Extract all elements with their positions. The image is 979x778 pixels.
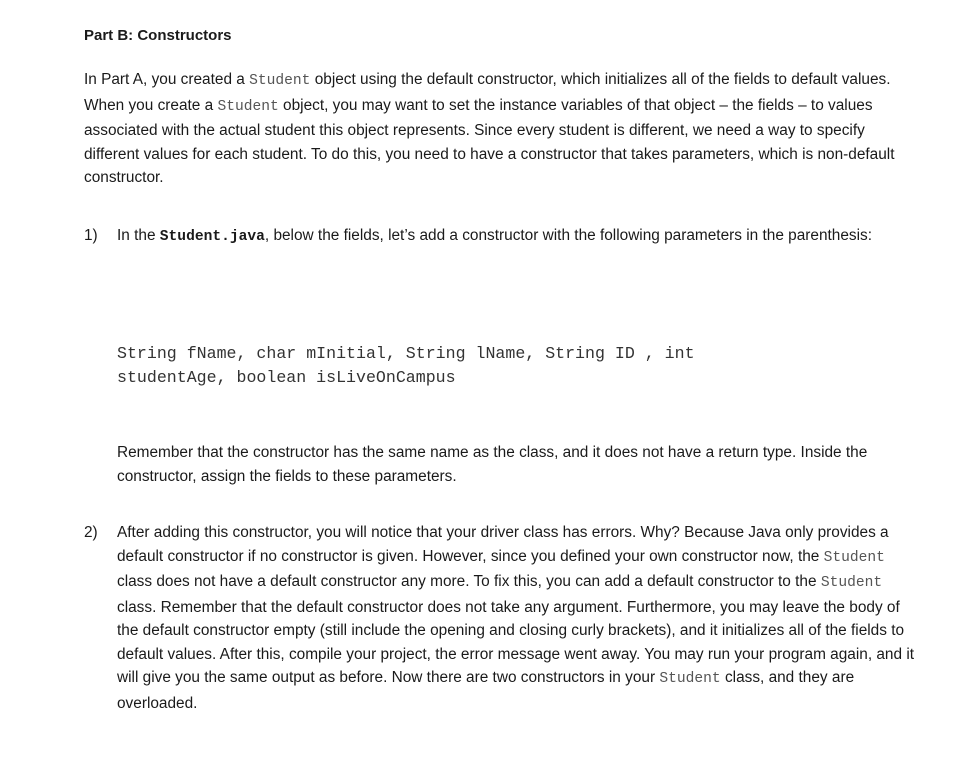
intro-code-student-1: Student	[249, 73, 311, 89]
item-2-paragraph	[117, 521, 917, 715]
item-2-text-1: After adding this constructor, you will notice that your driver class has errors. Why? Because Java only provides a default constructor if no constructor is given. However, since you defined your own constructor now, the	[117, 524, 889, 565]
intro-text-3: object, you may want to set the instance variables of that object – the fields – to values associated with the actual student this object represents. Since every student is different, we need a way to specify different values for each student. To do this, you need to have a constructor that takes parameters, which is non-default constructor.	[84, 96, 895, 186]
item-1-note: Remember that the constructor has the same name as the class, and it does not have a return type. Inside the constructor, assign the fields to these parameters.	[117, 444, 868, 485]
section-heading: Part B: Constructors	[84, 27, 232, 44]
intro-text-1: In Part A, you created a	[84, 71, 250, 88]
intro-text-2: object using the default constructor, which initializes all of the fields to default values. When you create a	[84, 71, 891, 114]
item-2-code-student-3: Student	[659, 671, 721, 687]
item-2-text-3: class. Remember that the default constructor does not take any argument. Furthermore, you may leave the body of the default constructor empty (still include the opening and closing curly brackets), and it initializes all of the fields to default values. After this, compile your project, the error message went away. You may run your program again, and it will give you the same output as before. Now there are two constructors in your	[117, 598, 915, 686]
constructor-parameters-code	[117, 342, 907, 390]
item-2-number: 2)	[84, 524, 98, 541]
item-1-code-filename: Student.java	[159, 229, 265, 245]
item-2-code-student-1: Student	[823, 549, 885, 566]
code-line-2: studentAge, boolean isLiveOnCampus	[117, 368, 456, 387]
code-line-1: String fName, char mInitial, String lName, String ID , int	[117, 344, 695, 363]
item-1-paragraph	[117, 224, 917, 250]
intro-paragraph	[84, 68, 914, 190]
item-1-text-2: , below the fields, let’s add a constructor with the following parameters in the parenthesis:	[264, 227, 873, 244]
intro-code-student-2: Student	[217, 98, 279, 115]
item-2-text-2: class does not have a default constructor any more. To fix this, you can add a default constructor to the	[117, 573, 821, 590]
item-1-text-1: In the	[117, 227, 160, 244]
item-2-code-student-2: Student	[820, 575, 883, 591]
item-1-number: 1)	[84, 227, 98, 244]
item-2-text-4: class, and they are overloaded.	[117, 669, 855, 712]
